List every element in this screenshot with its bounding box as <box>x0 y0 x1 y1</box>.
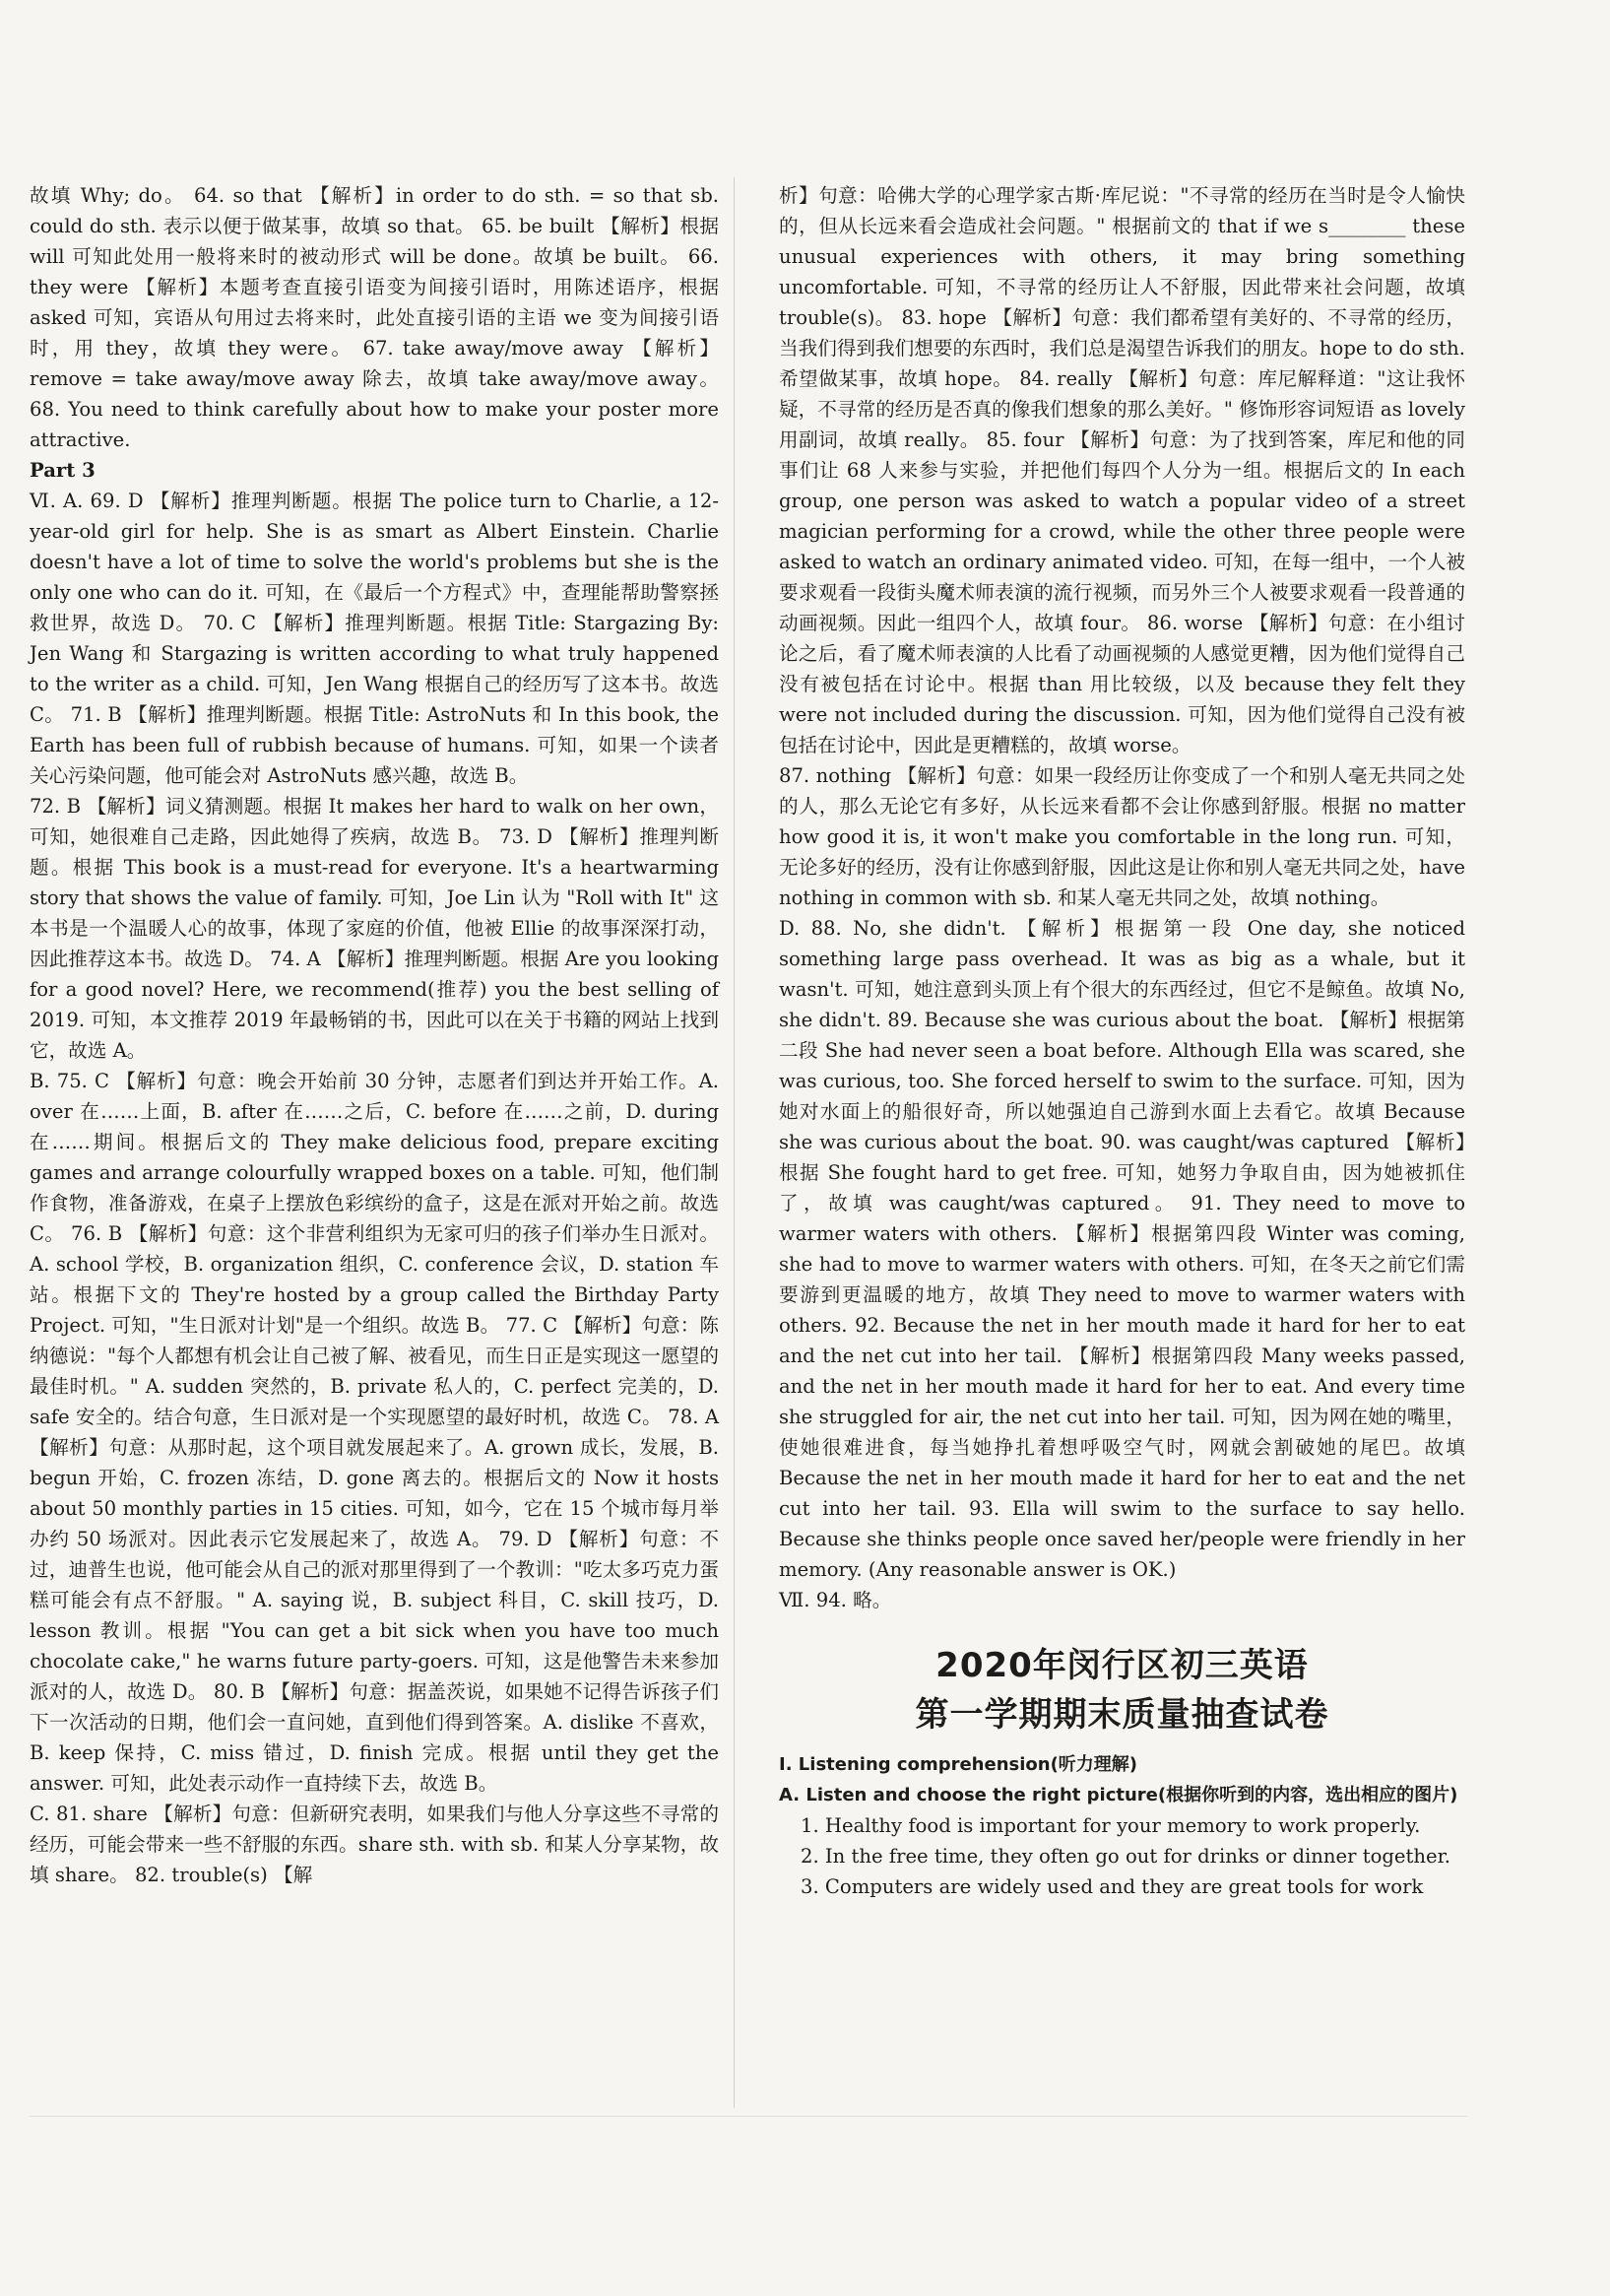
listening-item: 2. In the free time, they often go out for drinks or dinner together. <box>801 1845 1451 1868</box>
answer-paragraph: B. 75. C 【解析】句意：晚会开始前 30 分钟，志愿者们到达并开始工作。A. over 在……上面，B. after 在……之后，C. before 在……之前，D. during 在……期间。根据后文的 They make delicious food, prepare exciting games and arrange colourfully wrapped boxes on a table. 可知，他们制作食物，准备游戏，在桌子上摆放色彩缤纷的盒子，这是在派对开始之前。故选 C。 76. B 【解析】句意：这个非营利组织为无家可归的孩子们举办生日派对。A. school 学校，B. organization 组织，C. conference 会议，D. station 车站。根据下文的 They're hosted by a group called the Birthday Party Project. 可知，"生日派对计划"是一个组织。故选 B。 77. C 【解析】句意：陈纳德说："每个人都想有机会让自己被了解、被看见，而生日正是实现这一愿望的最佳时机。" A. sudden 突然的，B. private 私人的，C. perfect 完美的，D. safe 安全的。结合句意，生日派对是一个实现愿望的最好时机，故选 C。 78. A 【解析】句意：从那时起，这个项目就发展起来了。A. grown 成长，发展，B. begun 开始，C. frozen 冻结，D. gone 离去的。根据后文的 Now it hosts about 50 monthly parties in 15 cities. 可知，如今，它在 15 个城市每月举办约 50 场派对。因此表示它发展起来了，故选 A。 79. D 【解析】句意：不过，迪普生也说，他可能会从自己的派对那里得到了一个教训："吃太多巧克力蛋糕可能会有点不舒服。" A. saying 说，B. subject 科目，C. skill 技巧，D. lesson 教训。根据 "You can get a bit sick when you have too much chocolate cake," he warns future party-goers. 可知，这是他警告未来参加派对的人，故选 D。 80. B 【解析】句意：据盖茨说，如果她不记得告诉孩子们下一次活动的日期，他们会一直问她，直到他们得到答案。A. dislike 不喜欢，B. keep 保持，C. miss 错过，D. finish 完成。根据 until they get the answer. 可知，此处表示动作一直持续下去，故选 B。 <box>30 1070 719 1795</box>
listening-item: 1. Healthy food is important for your memory to work properly. <box>801 1814 1421 1837</box>
exam-title <box>779 1641 1465 1739</box>
listening-item: 3. Computers are widely used and they are great tools for work <box>801 1875 1424 1898</box>
answer-paragraph: Ⅶ. 94. 略。 <box>779 1589 892 1611</box>
column-divider <box>734 177 735 2108</box>
subsection-heading: A. Listen and choose the right picture(根据你听到的内容，选出相应的图片) <box>779 1785 1458 1805</box>
answer-paragraph: Ⅵ. A. 69. D 【解析】推理判断题。根据 The police turn to Charlie, a 12-year-old girl for help. She is as smart as Albert Einstein. Charlie doesn't have a lot of time to solve the world's problems but she is the only one who can do it. 可知，在《最后一个方程式》中，查理能帮助警察拯救世界，故选 D。 70. C 【解析】推理判断题。根据 Title: Stargazing By: Jen Wang 和 Stargazing is written according to what truly happened to the writer as a child. 可知，Jen Wang 根据自己的经历写了这本书。故选 C。 71. B 【解析】推理判断题。根据 Title: AstroNuts 和 In this book, the Earth has been full of rubbish because of humans. 可知，如果一个读者关心污染问题，他可能会对 AstroNuts 感兴趣，故选 B。 <box>30 490 719 787</box>
right-column <box>779 180 1465 1902</box>
answer-paragraph: C. 81. share 【解析】句意：但新研究表明，如果我们与他人分享这些不寻常的经历，可能会带来一些不舒服的东西。share sth. with sb. 和某人分享某物，故填 share。 82. trouble(s) 【解 <box>30 1803 719 1886</box>
answer-paragraph: 87. nothing 【解析】句意：如果一段经历让你变成了一个和别人毫无共同之处的人，那么无论它有多好，从长远来看都不会让你感到舒服。根据 no matter how good it is, it won't make you comfortable in the long run. 可知，无论多好的经历，没有让你感到舒服，因此这是让你和别人毫无共同之处，have nothing in common with sb. 和某人毫无共同之处，故填 nothing。 <box>779 764 1465 909</box>
left-column <box>30 180 719 1890</box>
exam-title-line-1: 2020年闵行区初三英语 <box>935 1646 1309 1685</box>
answer-paragraph: 故填 Why; do。 64. so that 【解析】in order to do sth. = so that sb. could do sth. 表示以便于做某事，故填 so that。 65. be built 【解析】根据 will 可知此处用一般将来时的被动形式 will be done。故填 be built。 66. they were 【解析】本题考查直接引语变为间接引语时，用陈述语序，根据 asked 可知，宾语从句用过去将来时，此处直接引语的主语 we 变为间接引语时，用 they，故填 they were。 67. take away/move away 【解析】remove = take away/move away 除去，故填 take away/move away。 68. You need to think carefully about how to make your poster more attractive. <box>30 184 719 451</box>
answer-paragraph: 72. B 【解析】词义猜测题。根据 It makes her hard to walk on her own，可知，她很难自己走路，因此她得了疾病，故选 B。 73. D 【解析】推理判断题。根据 This book is a must-read for everyone. It's a heartwarming story that shows the value of family. 可知，Joe Lin 认为 "Roll with It" 这本书是一个温暖人心的故事，体现了家庭的价值，他被 Ellie 的故事深深打动，因此推荐这本书。故选 D。 74. A 【解析】推理判断题。根据 Are you looking for a good novel? Here, we recommend(推荐) you the best selling of 2019. 可知，本文推荐 2019 年最畅销的书，因此可以在关于书籍的网站上找到它，故选 A。 <box>30 795 719 1062</box>
answer-paragraph: 析】句意：哈佛大学的心理学家古斯·库尼说："不寻常的经历在当时是令人愉快的，但从长远来看会造成社会问题。" 根据前文的 that if we s________ these unusual experiences with others, it may bring something uncomfortable. 可知，不寻常的经历让人不舒服，因此带来社会问题，故填 trouble(s)。 83. hope 【解析】句意：我们都希望有美好的、不寻常的经历，当我们得到我们想要的东西时，我们总是渴望告诉我们的朋友。hope to do sth. 希望做某事，故填 hope。 84. really 【解析】句意：库尼解释道："这让我怀疑，不寻常的经历是否真的像我们想象的那么美好。" 修饰形容词短语 as lovely 用副词，故填 really。 85. four 【解析】句意：为了找到答案，库尼和他的同事们让 68 人来参与实验，并把他们每四个人分为一组。根据后文的 In each group, one person was asked to watch a popular video of a street magician performing for a crowd, while the other three people were asked to watch an ordinary animated video. 可知，在每一组中，一个人被要求观看一段街头魔术师表演的流行视频，而另外三个人被要求观看一段普通的动画视频。因此一组四个人，故填 four。 86. worse 【解析】句意：在小组讨论之后，看了魔术师表演的人比看了动画视频的人感觉更糟，因为他们觉得自己没有被包括在讨论中。根据 than 用比较级，以及 because they felt they were not included during the discussion. 可知，因为他们觉得自己没有被包括在讨论中，因此是更糟糕的，故填 worse。 <box>779 184 1465 756</box>
answer-paragraph: D. 88. No, she didn't. 【解析】根据第一段 One day, she noticed something large pass overhead. It was as big as a whale, but it wasn't. 可知，她注意到头顶上有个很大的东西经过，但它不是鲸鱼。故填 No, she didn't. 89. Because she was curious about the boat. 【解析】根据第二段 She had never seen a boat before. Although Ella was scared, she was curious, too. She forced herself to swim to the surface. 可知，因为她对水面上的船很好奇，所以她强迫自己游到水面上去看它。故填 Because she was curious about the boat. 90. was caught/was captured 【解析】根据 She fought hard to get free. 可知，她努力争取自由，因为她被抓住了，故填 was caught/was captured。 91. They need to move to warmer waters with others. 【解析】根据第四段 Winter was coming, she had to move to warmer waters with others. 可知，在冬天之前它们需要游到更温暖的地方，故填 They need to move to warmer waters with others. 92. Because the net in her mouth made it hard for her to eat and the net cut into her tail. 【解析】根据第四段 Many weeks passed, and the net in her mouth made it hard for her to eat. And every time she struggled for air, the net cut into her tail. 可知，因为网在她的嘴里，使她很难进食，每当她挣扎着想呼吸空气时，网就会割破她的尾巴。故填 Because the net in her mouth made it hard for her to eat and the net cut into her tail. 93. Ella will swim to the surface to say hello. Because she thinks people once saved her/people were friendly in her memory. (Any reasonable answer is OK.) <box>779 917 1465 1581</box>
exam-title-line-2: 第一学期期末质量抽查试卷 <box>915 1695 1329 1735</box>
section-heading: Ⅰ. Listening comprehension(听力理解) <box>779 1754 1138 1775</box>
footer-rule <box>30 2116 1467 2117</box>
part-heading: Part 3 <box>30 459 96 482</box>
